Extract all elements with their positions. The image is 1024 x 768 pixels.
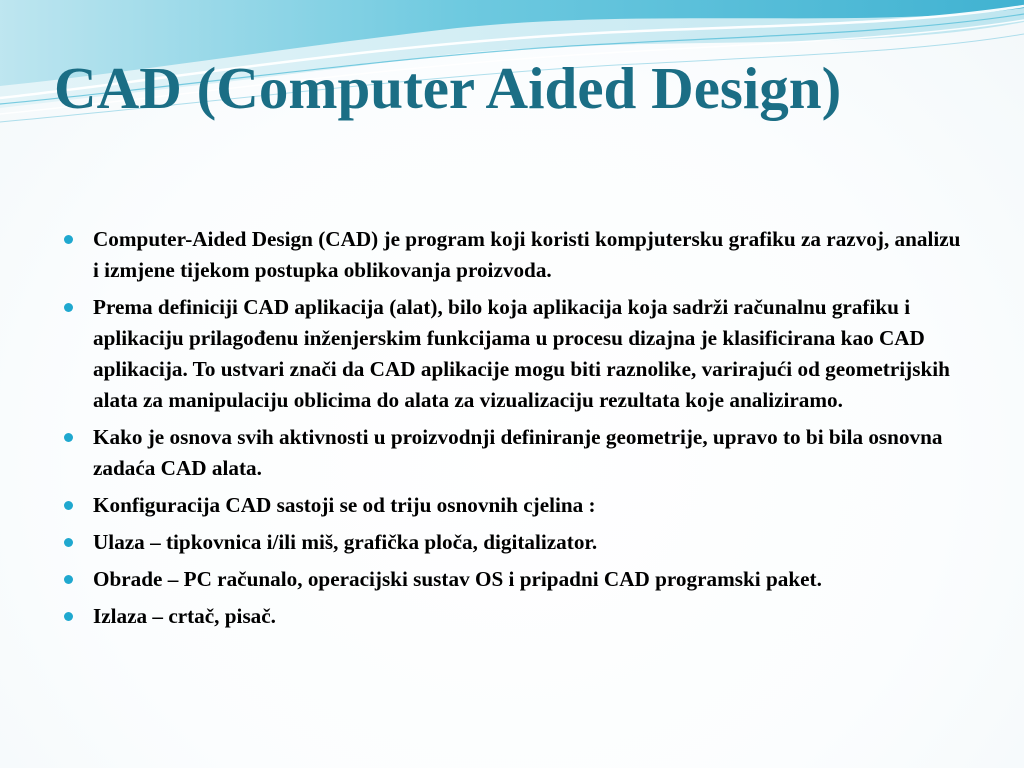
bullet-text: Computer-Aided Design (CAD) je program koji koristi kompjutersku grafiku za razvoj, analizu i izmjene tijekom postupka oblikovanja proizvoda. [93, 227, 961, 282]
bullet-list [62, 224, 967, 638]
list-item [62, 224, 967, 286]
bullet-text: Obrade – PC računalo, operacijski sustav OS i pripadni CAD programski paket. [93, 567, 822, 591]
list-item [62, 422, 967, 484]
list-item [62, 601, 967, 632]
bullet-dot-icon [64, 501, 73, 510]
bullet-text: Kako je osnova svih aktivnosti u proizvodnji definiranje geometrije, upravo to bi bila osnovna zadaća CAD alata. [93, 425, 943, 480]
list-item [62, 292, 967, 416]
bullet-text: Izlaza – crtač, pisač. [93, 604, 276, 628]
slide-title: CAD (Computer Aided Design) [54, 55, 842, 121]
list-item [62, 527, 967, 558]
bullet-dot-icon [64, 433, 73, 442]
bullet-text: Prema definiciji CAD aplikacija (alat), bilo koja aplikacija koja sadrži računalnu grafiku i aplikaciju prilagođenu inženjerskim funkcijama u procesu dizajna je klasificirana kao CAD aplikacija. To ustvari znači da CAD aplikacije mogu biti raznolike, varirajući od geometrijskih alata za manipulaciju oblicima do alata za vizualizaciju rezultata koje analiziramo. [93, 295, 950, 412]
bullet-dot-icon [64, 612, 73, 621]
bullet-dot-icon [64, 303, 73, 312]
list-item [62, 490, 967, 521]
bullet-text: Konfiguracija CAD sastoji se od triju osnovnih cjelina : [93, 493, 596, 517]
list-item [62, 564, 967, 595]
bullet-text: Ulaza – tipkovnica i/ili miš, grafička ploča, digitalizator. [93, 530, 598, 554]
bullet-dot-icon [64, 575, 73, 584]
bullet-dot-icon [64, 235, 73, 244]
bullet-dot-icon [64, 538, 73, 547]
